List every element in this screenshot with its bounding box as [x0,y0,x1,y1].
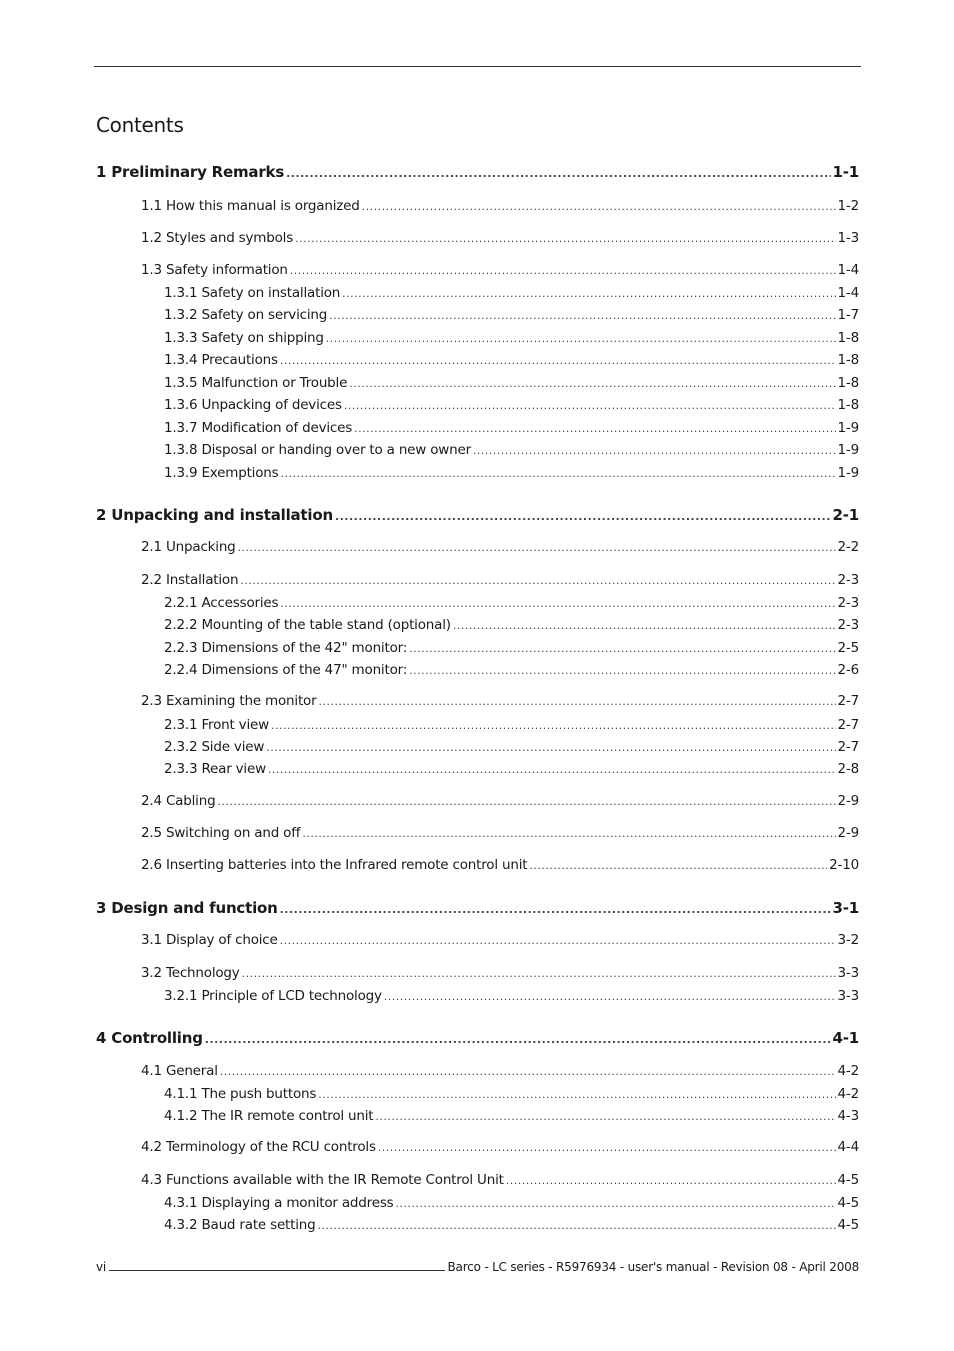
toc-entry[interactable] [164,1108,859,1124]
toc-leader-dots [268,763,836,776]
toc-entry-title: 1.3.6 Unpacking of devices [164,397,342,413]
toc-entry-page: 2-3 [837,572,859,588]
toc-entry-title: 3.1 Display of choice [141,932,278,948]
toc-entry[interactable] [141,825,859,841]
toc-entry[interactable] [164,465,859,481]
page-title: Contents [96,113,184,137]
toc-entry-page: 3-1 [832,899,859,917]
toc-leader-dots [242,967,836,980]
toc-entry-title: 1 Preliminary Remarks [96,163,285,181]
toc-entry-title: 4.2 Terminology of the RCU controls [141,1139,376,1155]
toc-leader-dots [335,510,831,523]
toc-entry-title: 1.3.3 Safety on shipping [164,330,324,346]
toc-entry[interactable] [141,1139,859,1155]
toc-entry-title: 4.3.2 Baud rate setting [164,1217,316,1233]
toc-entry[interactable] [164,307,859,323]
toc-entry[interactable] [164,739,859,755]
toc-entry-title: 2 Unpacking and installation [96,506,333,524]
toc-leader-dots [318,1088,835,1101]
toc-entry[interactable] [96,506,859,524]
toc-entry-page: 4-2 [837,1063,859,1079]
toc-entry-title: 4.3.1 Displaying a monitor address [164,1195,394,1211]
toc-entry-page: 1-8 [837,375,859,391]
toc-entry-page: 4-3 [837,1108,859,1124]
toc-leader-dots [375,1110,835,1123]
toc-entry[interactable] [141,693,859,709]
toc-entry-page: 3-3 [837,988,859,1004]
toc-entry[interactable] [164,442,859,458]
toc-entry-page: 2-7 [837,693,859,709]
toc-entry-page: 2-10 [829,857,859,873]
toc-leader-dots [295,232,835,245]
toc-entry-page: 2-3 [837,595,859,611]
toc-entry[interactable] [164,1217,859,1233]
toc-entry-page: 2-8 [837,761,859,777]
toc-entry[interactable] [164,717,859,733]
toc-leader-dots [395,1197,835,1210]
toc-entry-title: 1.3.4 Precautions [164,352,278,368]
toc-entry-page: 1-9 [837,465,859,481]
toc-entry[interactable] [164,397,859,413]
toc-leader-dots [280,934,836,947]
toc-entry-title: 3.2 Technology [141,965,240,981]
toc-entry-page: 1-9 [837,420,859,436]
toc-leader-dots [318,1219,836,1232]
toc-entry-page: 2-1 [832,506,859,524]
toc-entry[interactable] [96,163,859,181]
toc-leader-dots [362,200,836,213]
toc-entry[interactable] [141,198,859,214]
toc-leader-dots [529,859,827,872]
toc-entry[interactable] [164,1086,859,1102]
toc-leader-dots [329,309,835,322]
toc-entry-title: 2.3.3 Rear view [164,761,266,777]
toc-entry-title: 2.3.1 Front view [164,717,269,733]
toc-leader-dots [280,903,831,916]
toc-entry[interactable] [164,988,859,1004]
toc-entry[interactable] [164,662,859,678]
toc-entry-title: 4 Controlling [96,1029,203,1047]
toc-entry-title: 2.3.2 Side view [164,739,265,755]
toc-entry-page: 2-7 [837,717,859,733]
toc-entry-title: 4.1.2 The IR remote control unit [164,1108,374,1124]
toc-entry[interactable] [164,617,859,633]
toc-entry[interactable] [164,375,859,391]
toc-entry-title: 3 Design and function [96,899,278,917]
toc-entry-title: 2.6 Inserting batteries into the Infrared remote control unit [141,857,528,873]
toc-entry-page: 2-2 [837,539,859,555]
toc-entry-page: 4-2 [837,1086,859,1102]
toc-entry[interactable] [141,572,859,588]
toc-entry-page: 1-9 [837,442,859,458]
toc-entry[interactable] [141,262,859,278]
toc-entry-title: 2.2.4 Dimensions of the 47" monitor: [164,662,408,678]
toc-leader-dots [409,642,835,655]
toc-entry-title: 4.1 General [141,1063,218,1079]
toc-leader-dots [326,332,836,345]
footer-page-number: vi [96,1260,107,1274]
toc-entry-page: 1-1 [832,163,859,181]
toc-entry-page: 2-7 [837,739,859,755]
toc-leader-dots [205,1033,831,1046]
toc-entry-title: 2.2.1 Accessories [164,595,279,611]
toc-entry[interactable] [164,640,859,656]
toc-entry[interactable] [164,761,859,777]
toc-entry-page: 1-3 [837,230,859,246]
toc-entry-page: 2-3 [837,617,859,633]
toc-entry-title: 1.3.1 Safety on installation [164,285,341,301]
toc-entry-page: 4-5 [837,1195,859,1211]
toc-entry-title: 1.1 How this manual is organized [141,198,360,214]
toc-leader-dots [506,1174,836,1187]
header-rule [94,66,861,67]
toc-entry-page: 1-7 [837,307,859,323]
toc-leader-dots [318,695,835,708]
toc-entry-page: 3-3 [837,965,859,981]
toc-leader-dots [473,444,836,457]
toc-entry-title: 2.2.2 Mounting of the table stand (optional) [164,617,451,633]
toc-entry-page: 2-6 [837,662,859,678]
footer-text: Barco - LC series - R5976934 - user's manual - Revision 08 - April 2008 [447,1260,859,1274]
toc-entry[interactable] [164,1195,859,1211]
toc-entry-title: 2.2 Installation [141,572,239,588]
toc-entry-page: 1-8 [837,397,859,413]
toc-entry[interactable] [164,352,859,368]
toc-entry-title: 1.2 Styles and symbols [141,230,294,246]
toc-entry-page: 2-5 [837,640,859,656]
toc-leader-dots [266,741,835,754]
toc-entry-page: 2-9 [837,793,859,809]
toc-entry-page: 4-5 [837,1217,859,1233]
toc-leader-dots [378,1141,836,1154]
toc-entry[interactable] [164,420,859,436]
page-footer [96,1260,859,1274]
toc-entry[interactable] [141,539,859,555]
toc-entry-page: 2-9 [837,825,859,841]
toc-leader-dots [217,795,835,808]
toc-entry-title: 4.3 Functions available with the IR Remote Control Unit [141,1172,504,1188]
toc-entry-title: 2.5 Switching on and off [141,825,301,841]
toc-entry[interactable] [96,1029,859,1047]
toc-leader-dots [220,1065,836,1078]
toc-entry-title: 3.2.1 Principle of LCD technology [164,988,382,1004]
toc-entry-page: 4-1 [832,1029,859,1047]
toc-leader-dots [280,354,836,367]
toc-entry[interactable] [141,932,859,948]
toc-entry[interactable] [164,285,859,301]
toc-leader-dots [286,167,830,180]
toc-entry[interactable] [164,330,859,346]
toc-leader-dots [354,422,835,435]
toc-entry[interactable] [141,1063,859,1079]
toc-leader-dots [409,664,835,677]
toc-entry[interactable] [164,595,859,611]
toc-leader-dots [238,541,836,554]
toc-leader-dots [344,399,836,412]
toc-entry-title: 2.1 Unpacking [141,539,236,555]
toc-entry-title: 1.3 Safety information [141,262,288,278]
toc-leader-dots [240,574,835,587]
footer-rule [109,1263,444,1271]
toc-entry-page: 4-4 [837,1139,859,1155]
toc-entry-title: 1.3.2 Safety on servicing [164,307,328,323]
toc-leader-dots [453,619,836,632]
toc-entry[interactable] [141,793,859,809]
toc-leader-dots [342,287,835,300]
toc-entry-page: 1-4 [837,285,859,301]
toc-leader-dots [290,264,836,277]
toc-entry[interactable] [96,899,859,917]
toc-entry[interactable] [141,1172,859,1188]
toc-leader-dots [349,377,835,390]
toc-entry[interactable] [141,857,859,873]
toc-leader-dots [280,597,835,610]
toc-leader-dots [280,467,835,480]
toc-entry-title: 1.3.5 Malfunction or Trouble [164,375,348,391]
toc-entry-title: 2.3 Examining the monitor [141,693,317,709]
toc-entry-page: 1-8 [837,352,859,368]
toc-entry-page: 1-8 [837,330,859,346]
toc-leader-dots [271,719,836,732]
toc-entry-title: 2.2.3 Dimensions of the 42" monitor: [164,640,408,656]
toc-leader-dots [302,827,835,840]
toc-leader-dots [384,990,836,1003]
toc-entry-title: 2.4 Cabling [141,793,216,809]
toc-entry-page: 1-2 [837,198,859,214]
toc-entry-title: 4.1.1 The push buttons [164,1086,317,1102]
toc-entry-page: 1-4 [837,262,859,278]
toc-entry-page: 3-2 [837,932,859,948]
toc-entry-title: 1.3.8 Disposal or handing over to a new owner [164,442,471,458]
toc-entry-title: 1.3.7 Modification of devices [164,420,353,436]
toc-entry-page: 4-5 [837,1172,859,1188]
toc-entry[interactable] [141,965,859,981]
toc-entry-title: 1.3.9 Exemptions [164,465,279,481]
toc-entry[interactable] [141,230,859,246]
